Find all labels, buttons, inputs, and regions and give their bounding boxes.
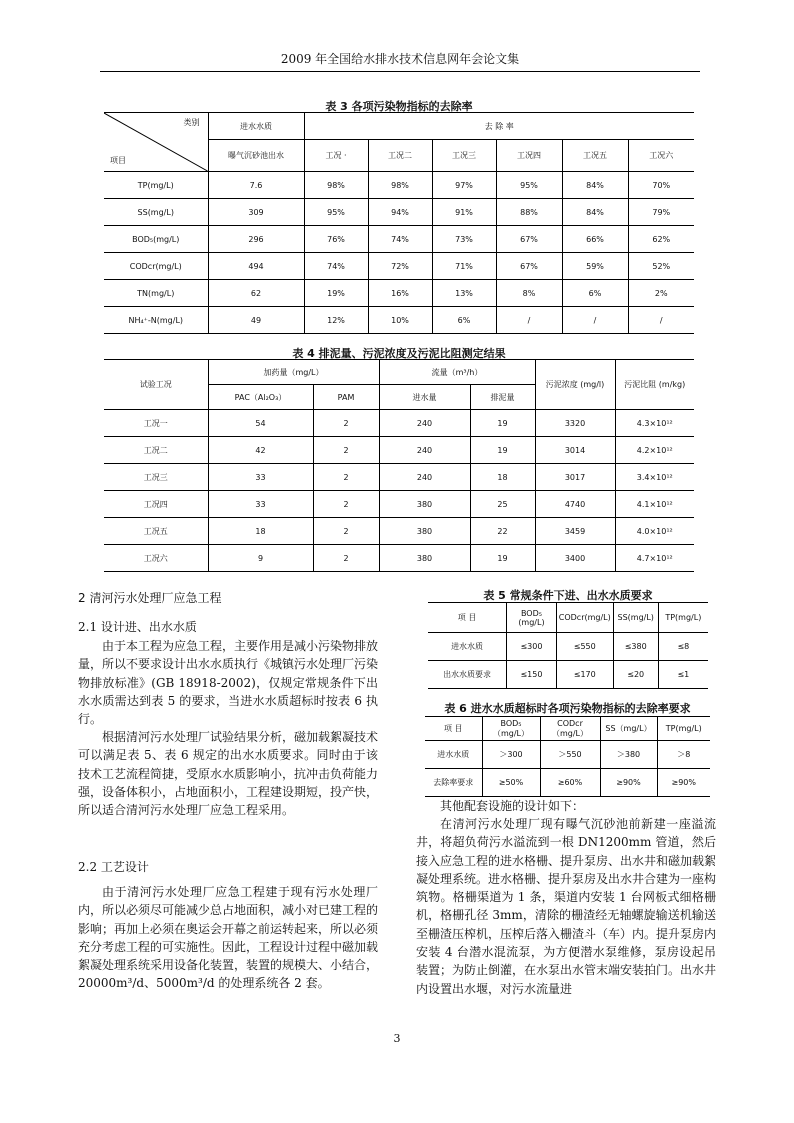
paragraph: 其他配套设施的设计如下：: [440, 799, 585, 813]
table-cell: 18: [470, 464, 535, 491]
table-header-cell: BOD₅ (mg/L): [507, 603, 557, 633]
table-cell: 72%: [368, 253, 432, 280]
table-cell: ＞380: [600, 741, 657, 769]
table3-caption: 表 3 各项污染物指标的去除率: [325, 100, 473, 113]
table-cell: 4.3×10¹²: [615, 410, 694, 437]
table6: [425, 716, 710, 797]
table-header-cell: 项 目: [425, 717, 482, 741]
table-cell: 3459: [535, 518, 615, 545]
table-cell: 33: [208, 491, 313, 518]
table-cell: 4.1×10¹²: [615, 491, 694, 518]
table3-header-removal: 去 除 率: [304, 113, 694, 140]
table-cell: ≤1: [658, 661, 708, 689]
table-cell: 工况二: [104, 437, 208, 464]
table-cell: 3320: [535, 410, 615, 437]
table4-header-out: 排泥量: [470, 385, 535, 410]
table-cell: 工况一: [104, 410, 208, 437]
table-cell: ≤20: [613, 661, 658, 689]
table-row: [428, 661, 708, 689]
table-row: [104, 199, 694, 226]
table-row: [104, 253, 694, 280]
table-cell: 84%: [562, 172, 628, 199]
table-cell: 91%: [432, 199, 496, 226]
table3-header-cond: 工况三: [432, 140, 496, 172]
table-cell: 2: [313, 437, 379, 464]
table-cell: CODcr(mg/L): [104, 253, 208, 280]
table-row: [104, 172, 694, 199]
table-row: [104, 518, 694, 545]
table-cell: 3.4×10¹²: [615, 464, 694, 491]
page-header: 2009 年全国给水排水技术信息网年会论文集: [100, 50, 700, 72]
table-row: [104, 491, 694, 518]
table4: [104, 359, 694, 572]
table-cell: /: [562, 307, 628, 334]
table-cell: 4.0×10¹²: [615, 518, 694, 545]
table-cell: 2: [313, 545, 379, 572]
table4-header-in: 进水量: [379, 385, 470, 410]
table-cell: 54: [208, 410, 313, 437]
table-cell: 2: [313, 491, 379, 518]
table-cell: 240: [379, 437, 470, 464]
page-number: 3: [393, 1032, 401, 1045]
table-cell: 380: [379, 518, 470, 545]
table-cell: 19: [470, 437, 535, 464]
table-cell: 71%: [432, 253, 496, 280]
table-header-cell: TP(mg/L): [657, 717, 710, 741]
table-cell: 出水水质要求: [428, 661, 507, 689]
table-cell: ＞550: [540, 741, 600, 769]
subsection-heading: 2.1 设计进、出水水质: [78, 620, 197, 634]
table-cell: 84%: [562, 199, 628, 226]
table-cell: 66%: [562, 226, 628, 253]
table3-header-influent: 进水水质: [208, 113, 304, 140]
table-cell: TN(mg/L): [104, 280, 208, 307]
table-header-cell: TP(mg/L): [658, 603, 708, 633]
section-heading: 2 清河污水处理厂应急工程: [78, 591, 222, 605]
table-cell: 22: [470, 518, 535, 545]
table-cell: 74%: [304, 253, 368, 280]
table-cell: ≥50%: [482, 769, 540, 797]
table-cell: 19: [470, 410, 535, 437]
paragraph: 由于清河污水处理厂应急工程建于现有污水处理厂内，所以必须尽可能减少总占地面积，减小对已建工程的影响；再加上必须在奥运会开幕之前运转起来，所以必须充分考虑工程的可实施性。因此，工程设计过程中磁加载絮凝处理系统采用设备化装置，装置的规模大、小结合，20000m³/d、5000m³/d 的处理系统各 2 套。: [78, 885, 379, 991]
table-header-cell: BOD₅（mg/L）: [482, 717, 540, 741]
table3-header-cond: 工况五: [562, 140, 628, 172]
table-cell: 4.2×10¹²: [615, 437, 694, 464]
table-cell: 4740: [535, 491, 615, 518]
table-cell: 2: [313, 518, 379, 545]
table3-diagonal-header: 类别 项目: [104, 113, 208, 172]
table-row: [104, 545, 694, 572]
table-cell: 3400: [535, 545, 615, 572]
table-cell: SS(mg/L): [104, 199, 208, 226]
table-cell: ≥60%: [540, 769, 600, 797]
table-cell: /: [496, 307, 562, 334]
table-cell: ＞8: [657, 741, 710, 769]
table-cell: 3014: [535, 437, 615, 464]
table-cell: 380: [379, 491, 470, 518]
table-cell: 309: [208, 199, 304, 226]
table-cell: ≤300: [507, 633, 557, 661]
table-row: [104, 464, 694, 491]
table5: [428, 602, 708, 689]
table-cell: 98%: [304, 172, 368, 199]
table-cell: 240: [379, 410, 470, 437]
subsection-heading: 2.2 工艺设计: [78, 860, 149, 874]
table-cell: 去除率要求: [425, 769, 482, 797]
table-row: [104, 280, 694, 307]
table-cell: 25: [470, 491, 535, 518]
table-cell: ≤380: [613, 633, 658, 661]
table-row: [425, 741, 710, 769]
table-cell: 6%: [562, 280, 628, 307]
table-cell: 95%: [496, 172, 562, 199]
table-row: [104, 226, 694, 253]
table-header-cell: 项 目: [428, 603, 507, 633]
table-cell: 9: [208, 545, 313, 572]
table3: [104, 112, 694, 334]
table3-header-cond: 工况四: [496, 140, 562, 172]
table-cell: 380: [379, 545, 470, 572]
table3-header-influent-sub: 曝气沉砂池出水: [208, 140, 304, 172]
table-row: [428, 633, 708, 661]
table4-header-flow: 流量（m³/h）: [379, 360, 535, 385]
table-cell: 工况三: [104, 464, 208, 491]
table-cell: 19%: [304, 280, 368, 307]
table4-header-condition: 试验工况: [104, 360, 208, 410]
table-cell: BOD₅(mg/L): [104, 226, 208, 253]
table-cell: ≥90%: [657, 769, 710, 797]
table-cell: 49: [208, 307, 304, 334]
table-cell: TP(mg/L): [104, 172, 208, 199]
table3-header-cond: 工况 ·: [304, 140, 368, 172]
table-cell: 12%: [304, 307, 368, 334]
table-cell: 进水水质: [428, 633, 507, 661]
paragraph: 由于本工程为应急工程，主要作用是减小污染物排放量，所以不要求设计出水水质执行《城镇污水处理厂污染物排放标准》(GB 18918-2002)，仅规定常规条件下出水水质需达到表 5 的要求，当进水水质超标时按表 6 执行。: [78, 639, 379, 727]
table-cell: 工况六: [104, 545, 208, 572]
table-cell: ＞300: [482, 741, 540, 769]
table-row: [104, 410, 694, 437]
table-cell: 70%: [628, 172, 694, 199]
table-cell: /: [628, 307, 694, 334]
table-cell: 6%: [432, 307, 496, 334]
table-header-cell: SS(mg/L): [613, 603, 658, 633]
table-cell: 进水水质: [425, 741, 482, 769]
table-cell: 33: [208, 464, 313, 491]
table-cell: 52%: [628, 253, 694, 280]
table-cell: 67%: [496, 226, 562, 253]
table4-header-dose: 加药量（mg/L）: [208, 360, 379, 385]
table-cell: 2: [313, 410, 379, 437]
table-cell: 19: [470, 545, 535, 572]
table-header-cell: CODcr（mg/L）: [540, 717, 600, 741]
table-cell: 67%: [496, 253, 562, 280]
table-cell: ≤150: [507, 661, 557, 689]
table-row: [104, 437, 694, 464]
table-cell: 42: [208, 437, 313, 464]
table-cell: 494: [208, 253, 304, 280]
table-cell: 13%: [432, 280, 496, 307]
table-row: [425, 769, 710, 797]
table-cell: 74%: [368, 226, 432, 253]
table-cell: 4.7×10¹²: [615, 545, 694, 572]
paragraph: 根据清河污水处理厂试验结果分析，磁加载絮凝技术可以满足表 5、表 6 规定的出水水质要求。同时由于该技术工艺流程简捷，受原水水质影响小，抗冲击负荷能力强，设备体积小，占地面积小，工程建设期短，投产快，所以适合清河污水处理厂应急工程采用。: [78, 730, 379, 818]
table3-header-cond: 工况六: [628, 140, 694, 172]
table-cell: ≥90%: [600, 769, 657, 797]
table-cell: NH₄⁺-N(mg/L): [104, 307, 208, 334]
table-cell: 76%: [304, 226, 368, 253]
table-cell: 79%: [628, 199, 694, 226]
table-cell: ≤8: [658, 633, 708, 661]
table-cell: 73%: [432, 226, 496, 253]
table-cell: 240: [379, 464, 470, 491]
table-cell: 16%: [368, 280, 432, 307]
table4-header-pam: PAM: [313, 385, 379, 410]
table-cell: 296: [208, 226, 304, 253]
table4-header-pac: PAC（Al₂O₃）: [208, 385, 313, 410]
table4-caption: 表 4 排泥量、污泥浓度及污泥比阻测定结果: [292, 347, 506, 360]
table-cell: 62%: [628, 226, 694, 253]
table-cell: ≤550: [556, 633, 613, 661]
table-cell: 98%: [368, 172, 432, 199]
table-cell: 工况五: [104, 518, 208, 545]
table-header-cell: SS（mg/L）: [600, 717, 657, 741]
table4-header-resist: 污泥比阻 (m/kg): [615, 360, 694, 410]
table-cell: 62: [208, 280, 304, 307]
table-cell: ≤170: [556, 661, 613, 689]
table4-header-conc: 污泥浓度 (mg/l): [535, 360, 615, 410]
table-cell: 88%: [496, 199, 562, 226]
table-cell: 97%: [432, 172, 496, 199]
table-cell: 18: [208, 518, 313, 545]
table-cell: 95%: [304, 199, 368, 226]
table-cell: 2%: [628, 280, 694, 307]
table-header-cell: CODcr(mg/L): [556, 603, 613, 633]
table6-caption: 表 6 进水水质超标时各项污染物指标的去除率要求: [444, 702, 691, 715]
table-cell: 工况四: [104, 491, 208, 518]
table-cell: 10%: [368, 307, 432, 334]
table5-caption: 表 5 常规条件下进、出水水质要求: [483, 589, 653, 602]
table-cell: 3017: [535, 464, 615, 491]
table-cell: 2: [313, 464, 379, 491]
table-cell: 94%: [368, 199, 432, 226]
table-cell: 8%: [496, 280, 562, 307]
table-cell: 7.6: [208, 172, 304, 199]
table-cell: 59%: [562, 253, 628, 280]
paragraph: 在清河污水处理厂现有曝气沉砂池前新建一座溢流井，将超负荷污水溢流到一根 DN1200mm 管道，然后接入应急工程的进水格栅、提升泵房、出水井和磁加载絮凝处理系统。进水格栅、提升泵房及出水井合建为一座构筑物。格栅渠道为 1 条，渠道内安装 1 台网板式细格栅机，格栅孔径 3mm，清除的栅渣经无轴螺旋输送机输送至栅渣压榨机，压榨后落入栅渣斗（车）内。提升泵房内安装 4 台潜水混流泵，为方便潜水泵维修，泵房设起吊装置；为防止倒灌，在水泵出水管末端安装拍门。出水井内设置出水堰，对污水流量进: [416, 817, 717, 996]
table3-header-cond: 工况二: [368, 140, 432, 172]
table-row: [104, 307, 694, 334]
